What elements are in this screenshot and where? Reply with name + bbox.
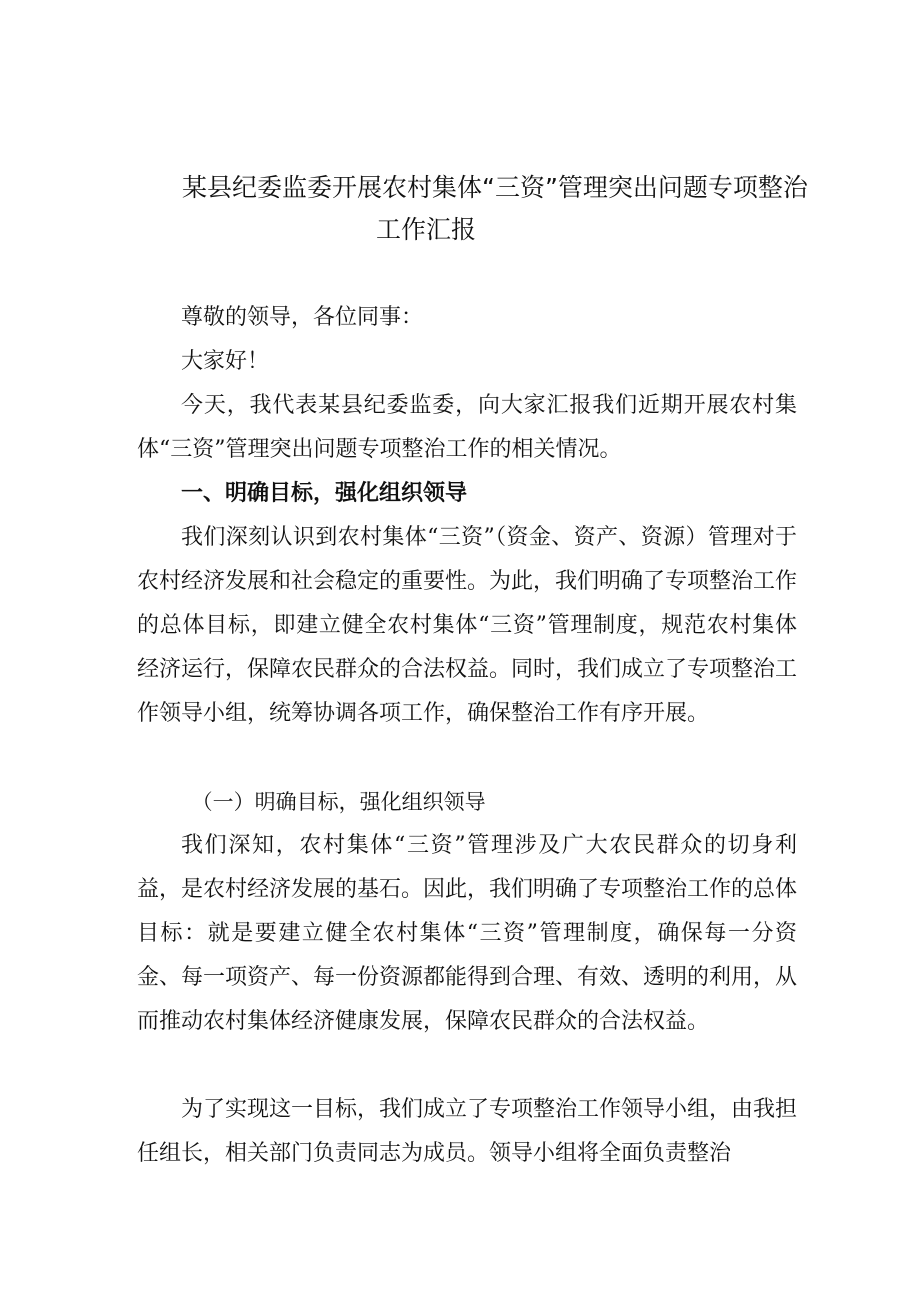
section1-block — [137, 516, 797, 736]
intro-paragraph: 今天，我代表某县纪委监委，向大家汇报我们近期开展农村集体“三资”管理突出问题专项整治工作的相关情况。 — [137, 393, 797, 462]
greeting: 大家好！ — [181, 349, 270, 374]
document-title-line1: 某县纪委监委开展农村集体“三资”管理突出问题专项整治 — [182, 173, 808, 202]
salutation: 尊敬的领导，各位同事： — [181, 305, 424, 330]
intro-block — [137, 384, 797, 472]
subsection1-para2-block — [137, 1088, 797, 1176]
subsection1-paragraph-2: 为了实现这一目标，我们成立了专项整治工作领导小组，由我担任组长，相关部门负责同志为成员。领导小组将全面负责整治 — [137, 1097, 798, 1166]
section1-heading-block — [137, 472, 797, 516]
subsection1-paragraph-1: 我们深知，农村集体“三资”管理涉及广大农民群众的切身利益，是农村经济发展的基石。因此，我们明确了专项整治工作的总体目标：就是要建立健全农村集体“三资”管理制度，确保每一分资金、每一项资产、每一份资源都能得到合理、有效、透明的利用，从而推动农村集体经济健康发展，保障农民群众的合法权益。 — [137, 833, 798, 1034]
section1-paragraph: 我们深刻认识到农村集体“三资”（资金、资产、资源）管理对于农村经济发展和社会稳定的重要性。为此，我们明确了专项整治工作的总体目标，即建立健全农村集体“三资”管理制度，规范农村集体经济运行，保障农民群众的合法权益。同时，我们成立了专项整治工作领导小组，统筹协调各项工作，确保整治工作有序开展。 — [137, 525, 798, 726]
subsection1-heading: （一）明确目标，强化组织领导 — [191, 790, 486, 814]
subsection1-heading-block — [137, 780, 797, 824]
subsection1-para1-block — [137, 824, 797, 1044]
salutation-block — [137, 296, 797, 384]
document-title-line2: 工作汇报 — [376, 215, 477, 244]
section1-heading: 一、明确目标，强化组织领导 — [181, 481, 468, 506]
